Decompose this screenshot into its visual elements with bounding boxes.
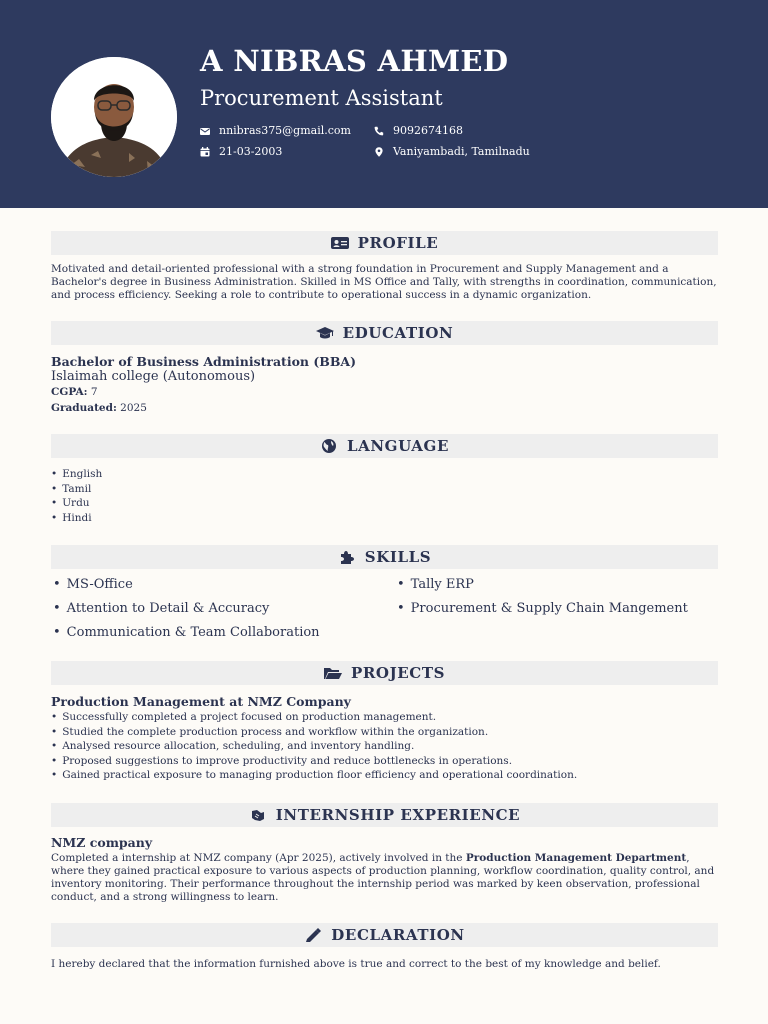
language-item: • Tamil — [51, 482, 102, 497]
profile-text: Motivated and detail-oriented professional with a strong foundation in Procurement and Supply Management and a Bachelor's degree in Business Administration. Skilled in MS Office and Tally, with strengths in coordination, communication, and process efficiency. Seeking a role to contribute to operational success in a dynamic organization. — [51, 263, 717, 301]
internship-section-header — [51, 803, 718, 827]
phone-icon — [374, 126, 384, 136]
skill-item: • Procurement & Supply Chain Mangement — [397, 601, 688, 616]
graduation-cap-icon — [316, 326, 334, 340]
declaration-title: DECLARATION — [331, 926, 465, 944]
project-bullet: • Studied the complete production process and workflow within the organization. — [51, 725, 577, 740]
internship-text-before: Completed a internship at NMZ company (Apr 2025), actively involved in the — [51, 852, 466, 864]
project-bullet: • Gained practical exposure to managing production floor efficiency and operational coordination. — [51, 768, 577, 783]
project-bullet: • Analysed resource allocation, scheduling, and inventory handling. — [51, 739, 577, 754]
email-icon — [200, 126, 210, 136]
contact-location — [374, 145, 530, 158]
id-card-icon — [331, 236, 349, 250]
language-item: • Hindi — [51, 511, 102, 526]
resume-header — [0, 0, 768, 208]
folder-open-icon — [324, 666, 342, 680]
contact-email[interactable] — [200, 124, 351, 137]
project-bullets — [51, 710, 577, 783]
pen-icon — [304, 928, 322, 942]
contact-phone[interactable] — [374, 124, 463, 137]
phone-text: 9092674168 — [393, 124, 463, 137]
job-title: Procurement Assistant — [200, 86, 443, 110]
declaration-text: I hereby declared that the information furnished above is true and correct to the best of my knowledge and belief. — [51, 958, 661, 970]
dob-text: 21-03-2003 — [219, 145, 283, 158]
education-graduated — [51, 402, 147, 414]
project-bullet: • Proposed suggestions to improve productivity and reduce bottlenecks in operations. — [51, 754, 577, 769]
declaration-section-header — [51, 923, 718, 947]
education-section-header — [51, 321, 718, 345]
internship-department: Production Management Department — [465, 852, 687, 864]
skill-item: • MS-Office — [53, 577, 133, 592]
handshake-icon — [249, 808, 267, 822]
calendar-icon — [200, 147, 210, 157]
education-title: EDUCATION — [342, 324, 454, 342]
project-name: Production Management at NMZ Company — [51, 694, 351, 709]
language-title: LANGUAGE — [346, 437, 449, 455]
skills-section-header — [51, 545, 718, 569]
contact-dob — [200, 145, 282, 158]
project-bullet: • Successfully completed a project focused on production management. — [51, 710, 577, 725]
puzzle-piece-icon — [338, 550, 356, 564]
language-section-header — [51, 434, 718, 458]
profile-photo — [51, 57, 177, 177]
projects-title: PROJECTS — [350, 664, 446, 682]
internship-company: NMZ company — [51, 835, 153, 850]
internship-text-after: , where they gained practical exposure to various aspects of production planning, workflow coordination, quality control, and inventory monitoring. Their performance throughout the internship period was marked by keen observation, professional conduct, and a strong willingness to learn. — [51, 852, 715, 903]
internship-title: INTERNSHIP EXPERIENCE — [275, 806, 521, 824]
skill-item: • Attention to Detail & Accuracy — [53, 601, 269, 616]
language-item: • English — [51, 467, 102, 482]
cgpa-value: 7 — [87, 386, 98, 398]
location-pin-icon — [374, 147, 384, 157]
education-cgpa — [51, 386, 98, 398]
profile-title: PROFILE — [357, 234, 439, 252]
language-item: • Urdu — [51, 496, 102, 511]
profile-section-header — [51, 231, 718, 255]
graduated-label: Graduated: — [51, 402, 117, 414]
education-degree: Bachelor of Business Administration (BBA) — [51, 354, 357, 369]
skill-item: • Tally ERP — [397, 577, 474, 592]
language-list — [51, 467, 102, 525]
skills-title: SKILLS — [364, 548, 432, 566]
location-text: Vaniyambadi, Tamilnadu — [393, 145, 530, 158]
education-college: Islaimah college (Autonomous) — [51, 369, 256, 384]
cgpa-label: CGPA: — [51, 386, 88, 398]
skill-item: • Communication & Team Collaboration — [53, 625, 320, 640]
candidate-name: A NIBRAS AHMED — [200, 44, 509, 78]
globe-icon — [320, 439, 338, 453]
email-text: nnibras375@gmail.com — [219, 124, 351, 137]
internship-text — [51, 852, 718, 904]
projects-section-header — [51, 661, 718, 685]
graduated-value: 2025 — [116, 402, 147, 414]
